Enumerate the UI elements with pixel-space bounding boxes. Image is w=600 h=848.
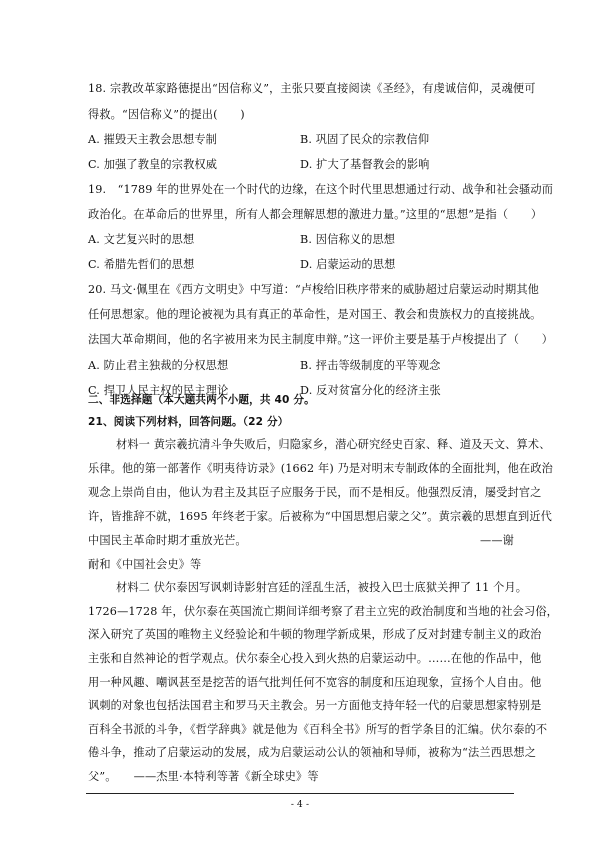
material1-line: 中国民主革命时期才重放光芒。 <box>88 534 247 547</box>
material1-source-dash: ——谢 <box>480 534 515 547</box>
material1-line: 乐律。他的第一部著作《明夷待访录》(1662 年) 乃是对明末专制政体的全面批判，他在政治 <box>88 462 554 475</box>
q19-stem-line2: 政治化。在革命后的世界里，所有人都会理解思想的激进力量。”这里的“思想”是指（ ） <box>88 208 543 221</box>
q18-option-b: B. 巩固了民众的宗教信仰 <box>300 133 430 146</box>
q18-stem-line1: 18. 宗教改革家路德提出“因信称义”，主张只要直接阅读《圣经》，有虔诚信仰，灵魂便可 <box>88 82 536 95</box>
q19-option-d: D. 启蒙运动的思想 <box>300 258 396 271</box>
q19-option-b: B. 因信称义的思想 <box>300 233 396 246</box>
q20-option-a: A. 防止君主独裁的分权思想 <box>88 359 229 372</box>
q18-option-a: A. 摧毁天主教会思想专制 <box>88 133 218 146</box>
material1-line: 许，皆推辞不就，1695 年终老于家。后被称为“中国思想启蒙之父”。黄宗羲的思想直到近代 <box>88 510 553 523</box>
material1-source: 耐和《中国社会史》等 <box>88 558 202 571</box>
material2-line: 主张和自然神论的哲学观点。伏尔泰全心投入到火热的启蒙运动中。……在他的作品中，他 <box>88 652 542 665</box>
material2-line: 父”。 ——杰里·本特利等著《新全球史》等 <box>88 770 319 783</box>
material2-line: 深入研究了英国的唯物主义经验论和牛顿的物理学新成果，形成了反对封建专制主义的政治 <box>88 628 542 641</box>
q20-stem-line3: 法国大革命期间，他的名字被用来为民主制度申辩。”这一评价主要是基于卢梭提出了（ ） <box>88 333 554 346</box>
q20-stem-line1: 20. 马文·佩里在《西方文明史》中写道：“卢梭给旧秩序带来的威胁超过启蒙运动时期其他 <box>88 283 540 296</box>
q18-option-c: C. 加强了教皇的宗教权威 <box>88 158 218 171</box>
material2-line: 材料二 伏尔泰因写讽刺诗影射宫廷的淫乱生活，被投入巴士底狱关押了 11 个月。 <box>116 581 528 594</box>
q18-option-d: D. 扩大了基督教会的影响 <box>300 158 430 171</box>
q18-stem-line2: 得救。“因信称义”的提出( ) <box>88 108 245 121</box>
q20-option-c: C. 捍卫人民主权的民主理论 <box>88 384 229 397</box>
material2-line: 倦斗争，推动了启蒙运动的发展，成为启蒙运动公认的领袖和导师，被称为“法兰西思想之 <box>88 746 537 759</box>
page-number: - 4 - <box>290 800 310 810</box>
material2-line: 用一种风趣、嘲讽甚至是挖苦的语气批判任何不宽容的制度和压迫现象，宣扬个人自由。他 <box>88 676 542 689</box>
section-heading: 二、非选择题（本大题共两个小题，共 40 分。 <box>88 394 315 406</box>
material1-line: 材料一 黄宗羲抗清斗争失败后，归隐家乡，潜心研究经史百家、释、道及天文、算术、 <box>116 438 551 451</box>
q20-option-b: B. 抨击等级制度的平等观念 <box>300 359 441 372</box>
q20-stem-line2: 任何思想家。他的理论被视为具有真正的革命性，是对国王、教会和贵族权力的直接挑战。 <box>88 308 542 321</box>
q20-option-d: D. 反对贫富分化的经济主张 <box>300 384 441 397</box>
material1-line: 观念上崇尚自由，他认为君主及其臣子应服务于民，而不是相反。他强烈反清，屡受封官之 <box>88 486 542 499</box>
q19-option-c: C. 希腊先哲们的思想 <box>88 258 195 271</box>
material2-line: 百科全书派的斗争，《哲学辞典》就是他为《百科全书》所写的哲学条目的汇编。伏尔泰的不 <box>88 723 548 736</box>
footer-rule <box>86 793 514 794</box>
material2-line: 讽刺的对象也包括法国君主和罗马天主教会。另一方面他支持年轻一代的启蒙思想家特别是 <box>88 699 542 712</box>
q19-stem-line1: 19. “1789 年的世界处在一个时代的边缘，在这个时代里思想通过行动、战争和社会骚动而 <box>88 183 554 196</box>
q21-heading: 21、阅读下列材料，回答问题。（22 分） <box>88 416 289 428</box>
material2-line: 1726—1728 年，伏尔泰在英国流亡期间详细考察了君主立宪的政治制度和当地的社会习俗， <box>88 605 559 618</box>
q19-option-a: A. 文艺复兴时的思想 <box>88 233 195 246</box>
